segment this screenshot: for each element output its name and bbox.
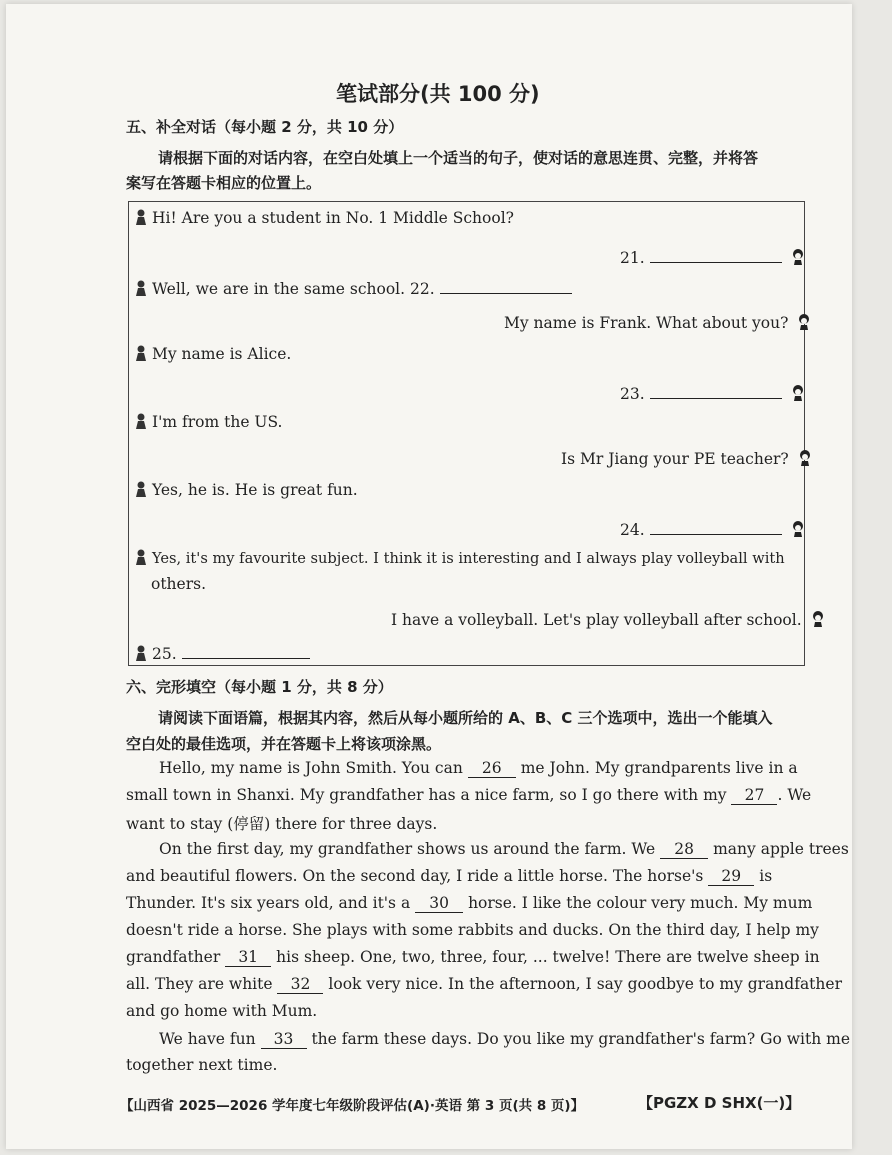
dialogue-line-b6: [391, 611, 829, 629]
cloze-text: . We: [777, 786, 812, 804]
answer-blank-24[interactable]: [650, 518, 782, 535]
boy-speaker-icon: [798, 450, 812, 466]
dialogue-text-a5: Yes, he is. He is great fun.: [152, 481, 358, 499]
girl-speaker-icon: [134, 645, 148, 661]
dialogue-line-b2: [504, 314, 815, 332]
cloze-text: all. They are white: [126, 975, 273, 993]
cloze-text: horse. I like the colour very much. My mum: [468, 894, 813, 912]
cloze-text: the farm these days. Do you like my grandfather's farm? Go with me: [311, 1030, 850, 1048]
cloze-text: his sheep. One, two, three, four, ... twelve! There are twelve sheep in: [276, 948, 820, 966]
page-title: 笔试部分(共 100 分): [336, 82, 540, 106]
dialogue-text-b4: Is Mr Jiang your PE teacher?: [561, 450, 789, 468]
cloze-text: is: [759, 867, 773, 885]
section5-heading: 五、补全对话（每小题 2 分，共 10 分）: [126, 118, 404, 136]
cloze-line: [159, 840, 849, 859]
girl-speaker-icon: [134, 549, 148, 565]
girl-speaker-icon: [134, 413, 148, 429]
boy-speaker-icon: [791, 521, 805, 537]
cloze-line: doesn't ride a horse. She plays with some rabbits and ducks. On the third day, I help my: [126, 921, 819, 939]
dialogue-line-a5: [134, 481, 358, 499]
cloze-text: many apple trees: [713, 840, 849, 858]
cloze-text: and beautiful flowers. On the second day, I ride a little horse. The horse's: [126, 867, 704, 885]
girl-speaker-icon: [134, 345, 148, 361]
boy-speaker-icon: [811, 611, 825, 627]
dialogue-line-a6: [134, 549, 785, 567]
cloze-text: Hello, my name is John Smith. You can: [159, 759, 463, 777]
cloze-blank-29[interactable]: 29: [708, 867, 754, 886]
question-number-23: 23.: [620, 385, 645, 403]
dialogue-line-b4: [561, 450, 816, 468]
cloze-text: On the first day, my grandfather shows us around the farm. We: [159, 840, 656, 858]
section5-instruction-2: 案写在答题卡相应的位置上。: [126, 174, 322, 192]
dialogue-line-a3: [134, 345, 291, 363]
answer-blank-22[interactable]: [440, 277, 572, 294]
girl-speaker-icon: [134, 209, 148, 225]
section5-instruction-1: 请根据下面的对话内容，在空白处填上一个适当的句子，使对话的意思连贯、完整，并将答: [158, 149, 759, 167]
dialogue-text-a2: Well, we are in the same school. 22.: [152, 280, 435, 298]
cloze-blank-31[interactable]: 31: [225, 948, 271, 967]
cloze-blank-30[interactable]: 30: [415, 894, 463, 913]
dialogue-line-b21: [620, 246, 809, 267]
answer-blank-25[interactable]: [182, 642, 310, 659]
cloze-line: [126, 786, 811, 805]
answer-blank-23[interactable]: [650, 382, 782, 399]
cloze-line: want to stay (停留) there for three days.: [126, 815, 438, 833]
cloze-line: [126, 948, 820, 967]
dialogue-line-a25: [134, 642, 310, 663]
section6-heading: 六、完形填空（每小题 1 分，共 8 分）: [126, 678, 393, 696]
boy-speaker-icon: [791, 385, 805, 401]
dialogue-line-a1: [134, 209, 514, 227]
section6-instruction-2: 空白处的最佳选项，并在答题卡上将该项涂黑。: [126, 735, 442, 753]
cloze-blank-33[interactable]: 33: [261, 1030, 307, 1049]
dialogue-text-b2: My name is Frank. What about you?: [504, 314, 789, 332]
dialogue-line-a4: [134, 413, 282, 431]
cloze-line: together next time.: [126, 1056, 278, 1074]
exam-page: [6, 4, 852, 1149]
question-number-25: 25.: [152, 645, 177, 663]
dialogue-text-a4: I'm from the US.: [152, 413, 283, 431]
footer-right: 【PGZX D SHX(一)】: [638, 1094, 801, 1112]
cloze-text: Thunder. It's six years old, and it's a: [126, 894, 411, 912]
girl-speaker-icon: [134, 481, 148, 497]
dialogue-line-a2: [134, 277, 572, 298]
cloze-text: look very nice. In the afternoon, I say goodbye to my grandfather: [328, 975, 842, 993]
cloze-blank-27[interactable]: 27: [731, 786, 777, 805]
dialogue-box: [128, 201, 805, 666]
dialogue-text-a6-2: others.: [151, 575, 207, 593]
question-number-21: 21.: [620, 249, 645, 267]
dialogue-text-a6-1: Yes, it's my favourite subject. I think it is interesting and I always play volleyball with: [152, 550, 785, 567]
section6-instruction-1: 请阅读下面语篇，根据其内容，然后从每小题所给的 A、B、C 三个选项中，选出一个能填入: [158, 709, 773, 727]
cloze-line: [126, 867, 772, 886]
dialogue-line-b24: [620, 518, 809, 539]
cloze-text: small town in Shanxi. My grandfather has a nice farm, so I go there with my: [126, 786, 727, 804]
cloze-line: and go home with Mum.: [126, 1002, 318, 1020]
cloze-line: [126, 975, 842, 994]
answer-blank-21[interactable]: [650, 246, 782, 263]
dialogue-text-a1: Hi! Are you a student in No. 1 Middle School?: [152, 209, 514, 227]
boy-speaker-icon: [791, 249, 805, 265]
girl-speaker-icon: [134, 280, 148, 296]
cloze-text: grandfather: [126, 948, 221, 966]
cloze-line: [159, 759, 799, 778]
dialogue-text-b6: I have a volleyball. Let's play volleyball after school.: [391, 611, 802, 629]
dialogue-line-b23: [620, 382, 809, 403]
cloze-text: We have fun: [159, 1030, 256, 1048]
question-number-24: 24.: [620, 521, 645, 539]
cloze-line: [126, 894, 812, 913]
cloze-blank-26[interactable]: 26: [468, 759, 516, 778]
footer-left: 【山西省 2025—2026 学年度七年级阶段评估(A)·英语 第 3 页(共 8 页)】: [120, 1098, 585, 1114]
cloze-text: me John. My grandparents live in a: [520, 759, 798, 777]
cloze-blank-28[interactable]: 28: [660, 840, 708, 859]
dialogue-text-a3: My name is Alice.: [152, 345, 292, 363]
cloze-blank-32[interactable]: 32: [277, 975, 323, 994]
cloze-line: [159, 1030, 850, 1049]
boy-speaker-icon: [797, 314, 811, 330]
